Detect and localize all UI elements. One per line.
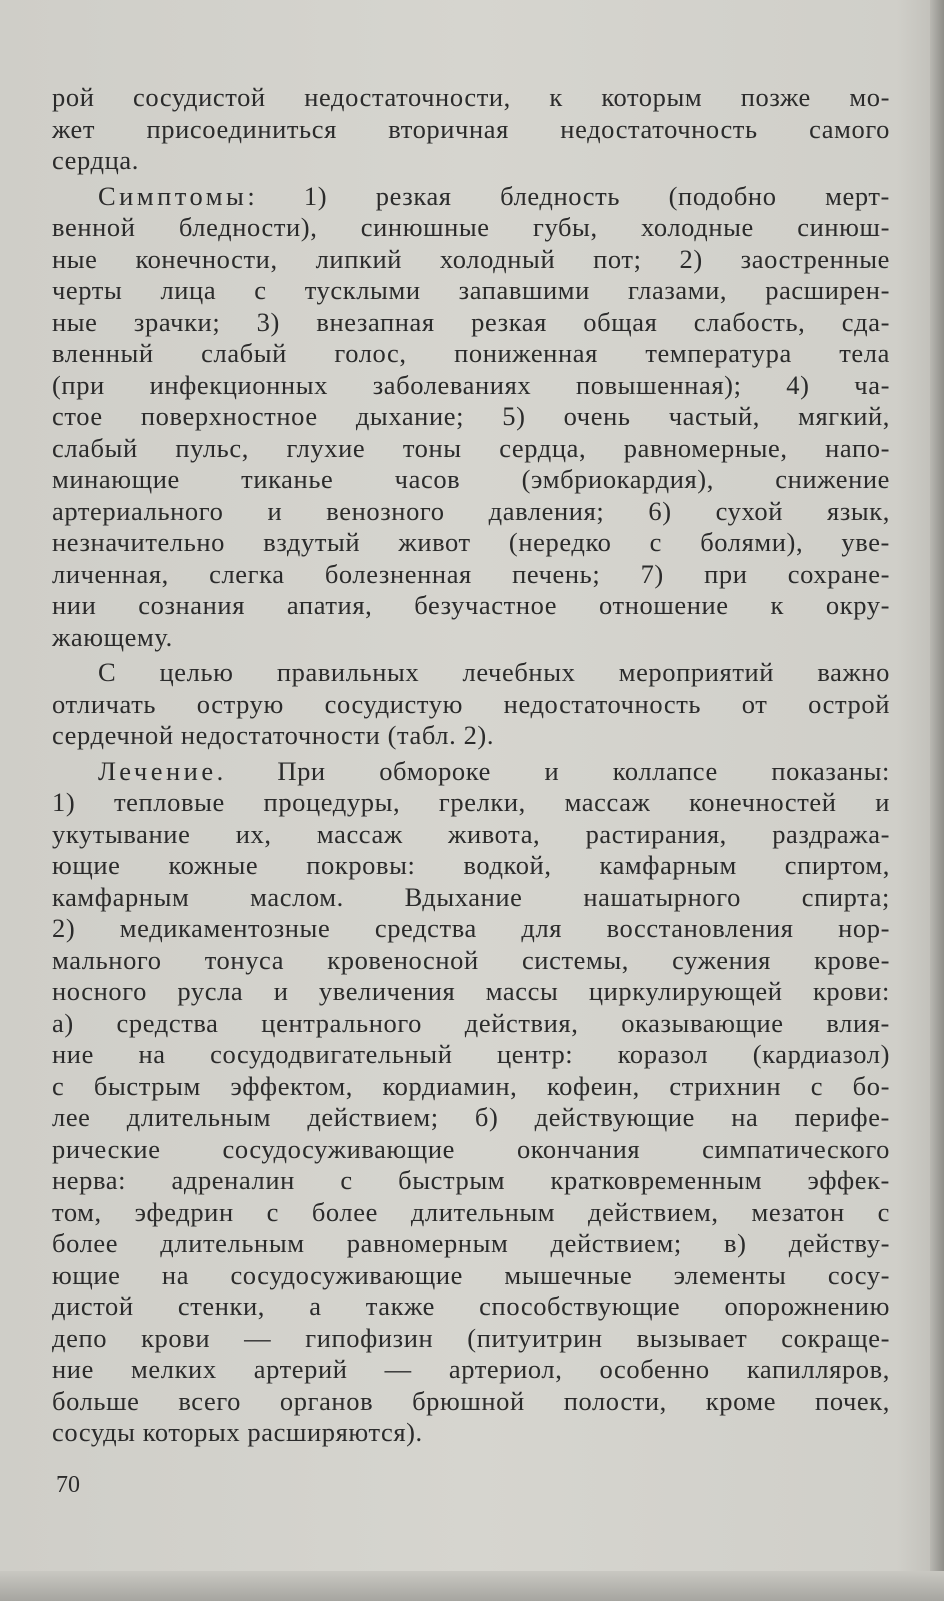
text-line: (при инфекционных заболеваниях повышенная); 4) ча- [52, 369, 890, 400]
text-line: мального тонуса кровеносной системы, сужения крове- [52, 944, 890, 975]
page-gutter-shadow [930, 0, 944, 1601]
text-line: а) средства центрального действия, оказывающие влия- [52, 1007, 890, 1038]
text-line: Лечение. При обмороке и коллапсе показаны: [98, 755, 890, 786]
text-line: сердца. [52, 145, 139, 175]
text-line: ные конечности, липкий холодный пот; 2) заостренные [52, 243, 890, 274]
text-line: сердечной недостаточности (табл. 2). [52, 720, 495, 750]
text-line: вленный слабый голос, пониженная температура тела [52, 338, 890, 368]
page-number: 70 [56, 1472, 80, 1498]
text-line: жающему. [52, 621, 173, 652]
text-line: депо крови — гипофизин (питуитрин вызывает сокраще- [52, 1322, 890, 1353]
text-line: нии сознания апатия, безучастное отношение к окру- [52, 590, 890, 620]
text-line: укутывание их, массаж живота, растирания, раздража- [52, 818, 890, 849]
section-heading-word: Лечение [98, 755, 217, 786]
body-text [52, 82, 890, 1449]
text-line: больше всего органов брюшной полости, кроме почек, [52, 1385, 890, 1416]
text-line: жет присоединиться вторичная недостаточность самого [52, 113, 890, 144]
text-line: личенная, слегка болезненная печень; 7) при сохране- [52, 558, 890, 589]
text-line: 1) тепловые процедуры, грелки, массаж конечностей и [52, 787, 890, 817]
text-line: том, эфедрин с более длительным действием, мезатон с [52, 1196, 890, 1227]
text-line: лее длительным действием; б) действующие на перифе- [52, 1102, 890, 1132]
text-line: с быстрым эффектом, кордиамин, кофеин, стрихнин с бо- [52, 1070, 890, 1101]
text-line: ющие на сосудосуживающие мышечные элементы сосу- [52, 1259, 890, 1290]
text-line: артериального и венозного давления; 6) сухой язык, [52, 495, 890, 526]
text-line: сосуды которых расширяются). [52, 1417, 423, 1447]
text-line: незначительно вздутый живот (нередко с болями), уве- [52, 527, 890, 557]
section-heading-word: Симптомы [98, 180, 248, 211]
text-line: слабый пульс, глухие тоны сердца, равномерные, напо- [52, 432, 890, 463]
text-line: венной бледности), синюшные губы, холодные синюш- [52, 212, 890, 242]
text-line: стое поверхностное дыхание; 5) очень частый, мягкий, [52, 401, 890, 431]
text-line: рой сосудистой недостаточности, к которым позже мо- [52, 82, 890, 112]
text-line: ные зрачки; 3) внезапная резкая общая слабость, сда- [52, 306, 890, 337]
text-line: носного русла и увеличения массы циркулирующей крови: [52, 976, 890, 1006]
text-line: более длительным равномерным действием; в) действу- [52, 1228, 890, 1258]
text-line: нерва: адреналин с быстрым кратковременным эффек- [52, 1165, 890, 1195]
text-line: черты лица с тусклыми запавшими глазами, расширен- [52, 275, 890, 305]
text-line: Симптомы: 1) резкая бледность (подобно мерт- [98, 180, 890, 211]
text-line: С целью правильных лечебных мероприятий важно [98, 657, 890, 687]
text-line: камфарным маслом. Вдыхание нашатырного спирта; [52, 881, 890, 912]
text-line: 2) медикаментозные средства для восстановления нор- [52, 913, 890, 943]
text-line: ние на сосудодвигательный центр: коразол (кардиазол) [52, 1039, 890, 1069]
page-bottom-edge [0, 1571, 944, 1601]
text-line: рические сосудосуживающие окончания симпатического [52, 1133, 890, 1164]
text-line: дистой стенки, а также способствующие опорожнению [52, 1291, 890, 1321]
text-line: отличать острую сосудистую недостаточность от острой [52, 688, 890, 719]
text-line: минающие тиканье часов (эмбриокардия), снижение [52, 464, 890, 494]
text-line: ние мелких артерий — артериол, особенно капилляров, [52, 1354, 890, 1384]
text-line: ющие кожные покровы: водкой, камфарным спиртом, [52, 850, 890, 880]
